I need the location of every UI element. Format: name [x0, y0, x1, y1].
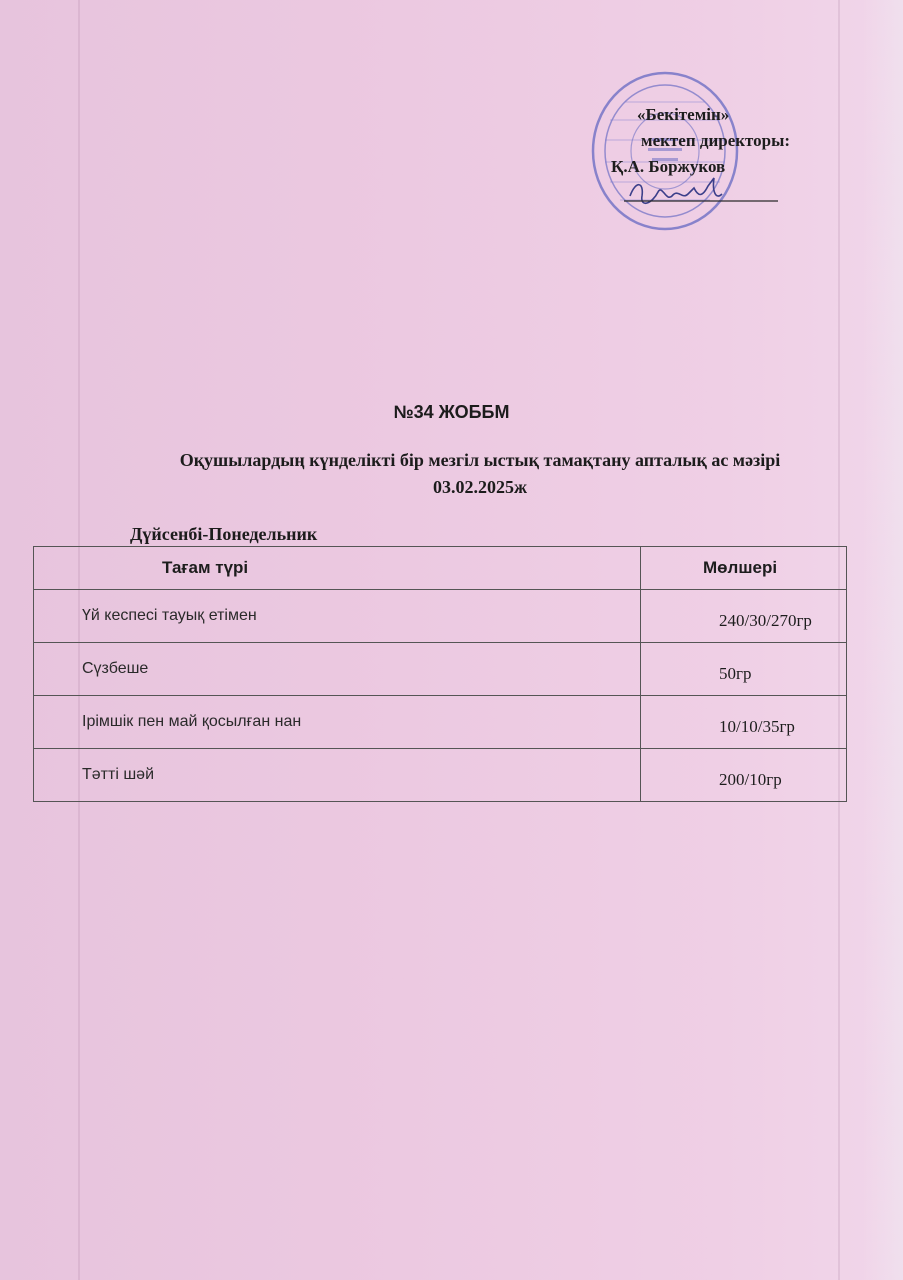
column-header-amount: Мөлшері [641, 547, 847, 590]
amount-cell: 240/30/270гр [641, 590, 847, 643]
amount-cell: 50гр [641, 643, 847, 696]
table-row [34, 696, 847, 749]
approval-title: «Бекітемін» [637, 105, 730, 124]
approval-role: мектеп директоры: [641, 131, 791, 150]
column-header-dish: Тағам түрі [34, 547, 641, 590]
menu-date: 03.02.2025ж [432, 477, 528, 497]
table-row [34, 643, 847, 696]
school-name: №34 ЖОББМ [393, 402, 510, 422]
dish-cell: Сүзбеше [34, 643, 641, 696]
menu-table [33, 546, 847, 802]
dish-cell: Үй кеспесі тауық етімен [34, 590, 641, 643]
weekday-label: Дүйсенбі-Понедельник [130, 524, 318, 544]
amount-cell: 200/10гр [641, 749, 847, 802]
paper-edge [863, 0, 903, 1280]
amount-cell: 10/10/35гр [641, 696, 847, 749]
table-row [34, 749, 847, 802]
approval-name: Қ.А. Боржуков [611, 157, 726, 176]
menu-title: Оқушылардың күнделікті бір мезгіл ыстық тамақтану апталық ас мәзірі [179, 450, 781, 470]
dish-cell: Ірімшік пен май қосылған нан [34, 696, 641, 749]
table-header-row [34, 547, 847, 590]
dish-cell: Тәтті шәй [34, 749, 641, 802]
table-row [34, 590, 847, 643]
signature-icon [622, 174, 780, 214]
